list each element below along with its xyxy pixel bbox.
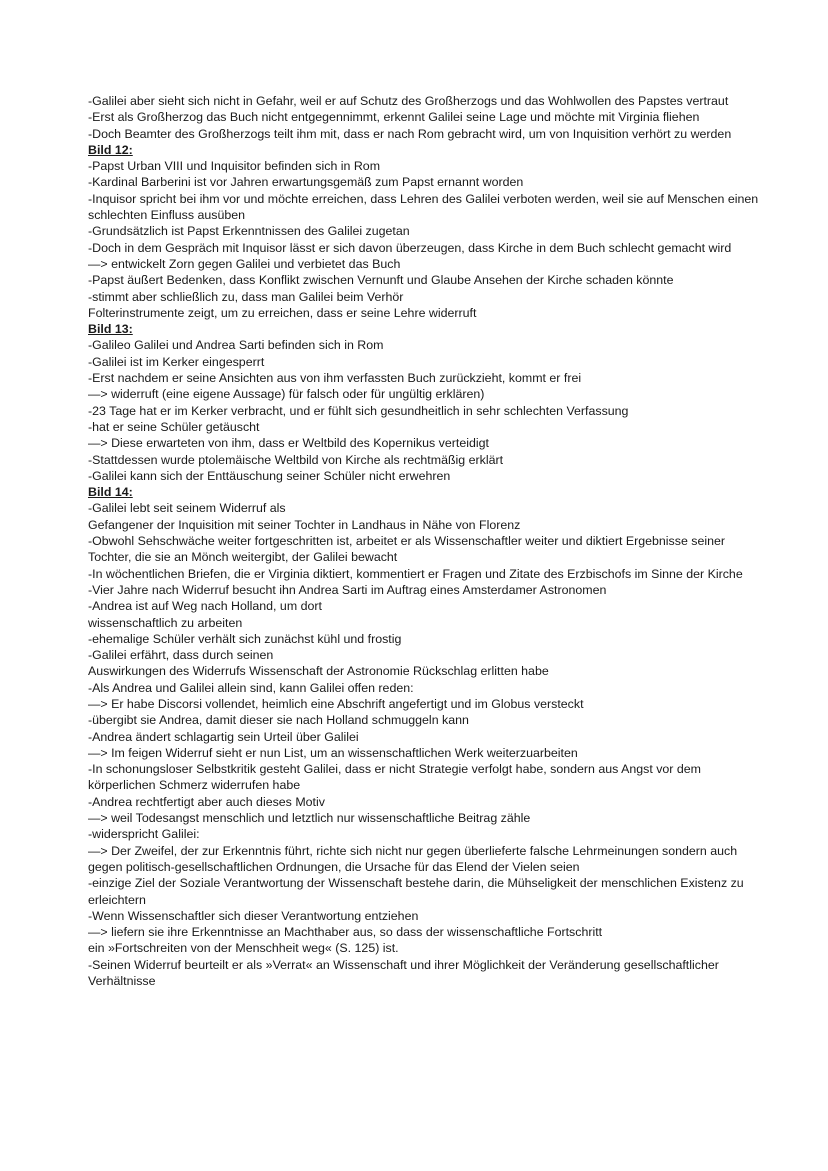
text-line: —> weil Todesangst menschlich und letztlich nur wissenschaftliche Beitrag zähle — [88, 811, 531, 826]
text-line: -Grundsätzlich ist Papst Erkenntnissen des Galilei zugetan — [88, 224, 410, 239]
text-line: -Papst Urban VIII und Inquisitor befinden sich in Rom — [88, 159, 381, 174]
text-line: —> Er habe Discorsi vollendet, heimlich eine Abschrift angefertigt und im Globus versteckt — [88, 696, 584, 711]
text-line: -Andrea ändert schlagartig sein Urteil über Galilei — [88, 729, 359, 744]
text-line: Folterinstrumente zeigt, um zu erreichen, dass er seine Lehre widerruft — [88, 305, 477, 320]
text-line: -Erst nachdem er seine Ansichten aus von ihm verfassten Buch zurückzieht, kommt er frei — [88, 371, 582, 386]
text-line: wissenschaftlich zu arbeiten — [88, 615, 243, 630]
text-line: -Stattdessen wurde ptolemäische Weltbild von Kirche als rechtmäßig erklärt — [88, 452, 504, 467]
text-line: -Obwohl Sehschwäche weiter fortgeschritten ist, arbeitet er als Wissenschaftler weiter und diktiert Ergebnisse seiner Tochter, die sie an Mönch weitergibt, der Galilei bewacht — [88, 534, 726, 565]
text-line: -Doch Beamter des Großherzogs teilt ihm mit, dass er nach Rom gebracht wird, um von Inquisition verhört zu werden — [88, 126, 732, 141]
text-line: -Kardinal Barberini ist vor Jahren erwartungsgemäß zum Papst ernannt worden — [88, 175, 524, 190]
text-line: —> widerruft (eine eigene Aussage) für falsch oder für ungültig erklären) — [88, 387, 485, 402]
text-line: -In wöchentlichen Briefen, die er Virginia diktiert, kommentiert er Fragen und Zitate des Erzbischofs im Sinne der Kirche — [88, 566, 743, 581]
text-line: -Inquisor spricht bei ihm vor und möchte erreichen, dass Lehren des Galilei verboten werden, weil sie auf Menschen einen schlechten Einfluss ausüben — [88, 191, 759, 223]
text-line: —> Diese erwarteten von ihm, dass er Weltbild des Kopernikus verteidigt — [88, 436, 489, 451]
text-line: -einzige Ziel der Soziale Verantwortung der Wissenschaft bestehe darin, die Mühseligkeit der menschlichen Existenz zu erleichtern — [88, 876, 744, 907]
text-line: -ehemalige Schüler verhält sich zunächst kühl und frostig — [88, 631, 402, 646]
text-line: ein »Fortschreiten von der Menschheit weg« (S. 125) ist. — [88, 941, 399, 956]
text-line: -Galilei lebt seit seinem Widerruf als — [88, 501, 286, 516]
section — [88, 142, 768, 321]
sections-block — [88, 142, 768, 989]
text-line: -Andrea ist auf Weg nach Holland, um dort — [88, 599, 322, 614]
intro-block — [88, 93, 768, 142]
section-heading: Bild 13: — [88, 322, 133, 337]
text-line: -Als Andrea und Galilei allein sind, kann Galilei offen reden: — [88, 680, 414, 695]
text-line: -stimmt aber schließlich zu, dass man Galilei beim Verhör — [88, 289, 404, 304]
text-line: -übergibt sie Andrea, damit dieser sie nach Holland schmuggeln kann — [88, 713, 469, 728]
text-line: -In schonungsloser Selbstkritik gesteht Galilei, dass er nicht Strategie verfolgt habe, sondern aus Angst vor dem körperlichen Schmerz widerrufen habe — [88, 762, 701, 793]
document-page — [88, 93, 768, 989]
section-heading: Bild 12: — [88, 142, 133, 157]
section — [88, 321, 768, 484]
text-line: -Erst als Großherzog das Buch nicht entgegennimmt, erkennt Galilei seine Lage und möchte mit Virginia fliehen — [88, 110, 700, 125]
text-line: -hat er seine Schüler getäuscht — [88, 419, 260, 434]
text-line: -Wenn Wissenschaftler sich dieser Verantwortung entziehen — [88, 908, 419, 923]
text-line: -Papst äußert Bedenken, dass Konflikt zwischen Vernunft und Glaube Ansehen der Kirche schaden könnte — [88, 273, 674, 288]
text-line: -Galilei aber sieht sich nicht in Gefahr, weil er auf Schutz des Großherzogs und das Wohlwollen des Papstes vertraut — [88, 94, 729, 108]
section — [88, 484, 768, 989]
text-line: -23 Tage hat er im Kerker verbracht, und er fühlt sich gesundheitlich in sehr schlechten Verfassung — [88, 403, 629, 418]
text-line: —> Im feigen Widerruf sieht er nun List, um an wissenschaftlichen Werk weiterzuarbeiten — [88, 745, 578, 760]
text-line: -Seinen Widerruf beurteilt er als »Verrat« an Wissenschaft und ihrer Möglichkeit der Veränderung gesellschaftlicher Verhältnisse — [88, 957, 719, 989]
text-line: -Galileo Galilei und Andrea Sarti befinden sich in Rom — [88, 338, 384, 353]
text-line: -Andrea rechtfertigt aber auch dieses Motiv — [88, 794, 325, 809]
text-line: —> Der Zweifel, der zur Erkenntnis führt, richte sich nicht nur gegen überlieferte falsche Lehrmeinungen sondern auch gegen politisch-gesellschaftlichen Ordnungen, die Ursache für das Elend der Vielen seien — [88, 843, 738, 874]
text-line: -Galilei ist im Kerker eingesperrt — [88, 354, 265, 369]
text-line: -Galilei kann sich der Enttäuschung seiner Schüler nicht erwehren — [88, 468, 451, 483]
section-heading: Bild 14: — [88, 485, 133, 500]
text-line: -Doch in dem Gespräch mit Inquisor lässt er sich davon überzeugen, dass Kirche in dem Buch schlecht gemacht wird — [88, 240, 732, 255]
text-line: Auswirkungen des Widerrufs Wissenschaft der Astronomie Rückschlag erlitten habe — [88, 664, 549, 679]
text-line: -Vier Jahre nach Widerruf besucht ihn Andrea Sarti im Auftrag eines Amsterdamer Astronomen — [88, 582, 607, 597]
text-line: —> entwickelt Zorn gegen Galilei und verbietet das Buch — [88, 256, 401, 271]
text-line: —> liefern sie ihre Erkenntnisse an Machthaber aus, so dass der wissenschaftliche Fortschritt — [88, 925, 603, 940]
text-line: Gefangener der Inquisition mit seiner Tochter in Landhaus in Nähe von Florenz — [88, 517, 521, 532]
text-line: -Galilei erfährt, dass durch seinen — [88, 648, 274, 663]
text-line: -widerspricht Galilei: — [88, 827, 200, 842]
